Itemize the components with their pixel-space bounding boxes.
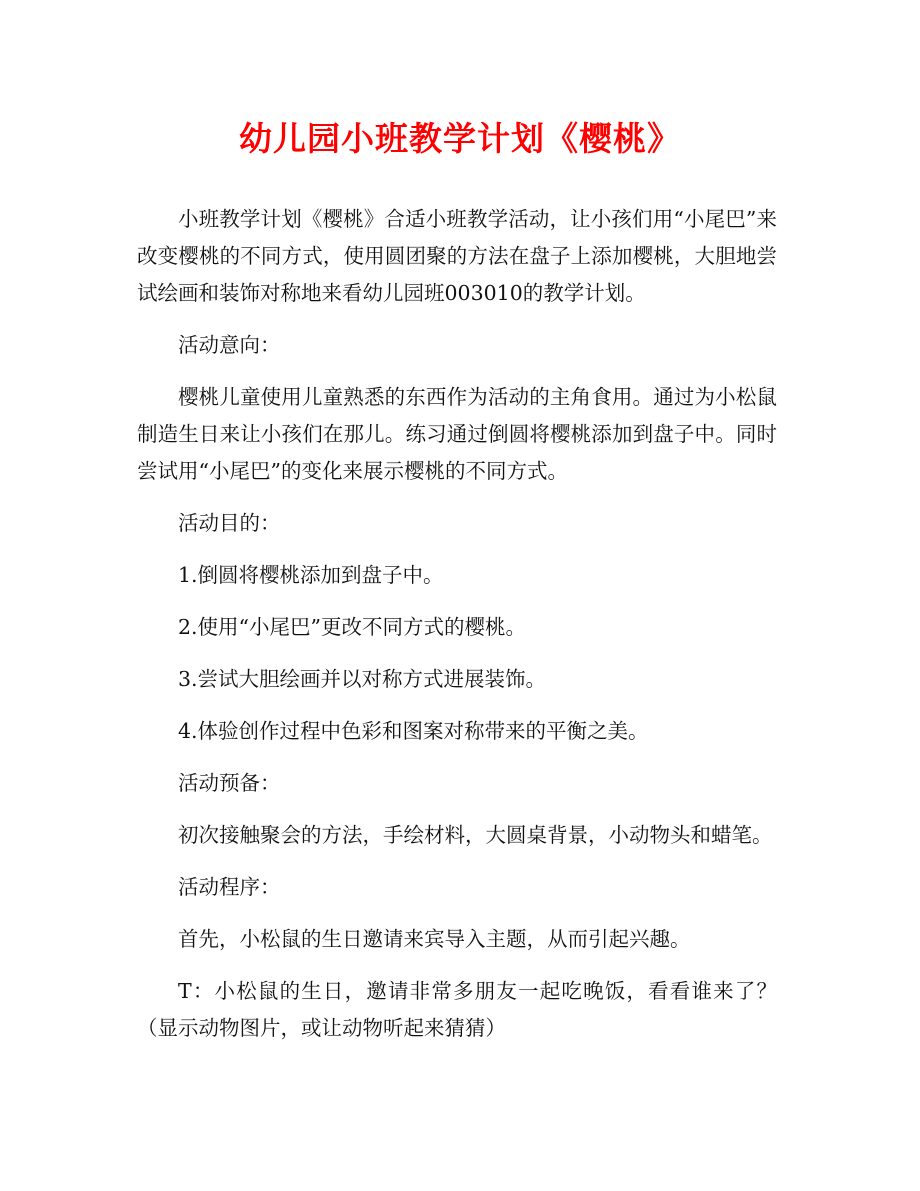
section-heading-preparation: 活动预备： xyxy=(178,771,281,795)
document-title: 幼儿园小班教学计划《樱桃》 xyxy=(239,119,681,158)
section-heading-goals: 活动目的： xyxy=(178,511,281,535)
goal-item-1: 1.倒圆将樱桃添加到盘子中。 xyxy=(178,563,444,587)
intent-paragraph: 樱桃儿童使用儿童熟悉的东西作为活动的主角食用。通过为小松鼠制造生日来让小孩们在那儿。练习通过倒圆将樱桃添加到盘子中。同时尝试用“小尾巴”的变化来展示樱桃的不同方式。 xyxy=(137,385,777,483)
goal-item-2: 2.使用“小尾巴”更改不同方式的樱桃。 xyxy=(178,615,527,639)
section-heading-procedure: 活动程序： xyxy=(178,875,281,899)
procedure-paragraph-1: 首先，小松鼠的生日邀请来宾导入主题，从而引起兴趣。 xyxy=(178,927,691,951)
intro-paragraph: 小班教学计划《樱桃》合适小班教学活动，让小孩们用“小尾巴”来改变樱桃的不同方式，使用圆团聚的方法在盘子上添加樱桃，大胆地尝试绘画和装饰对称地来看幼儿园班003010的教学计划。 xyxy=(137,207,777,305)
section-heading-intent: 活动意向： xyxy=(178,333,281,357)
document-body xyxy=(137,201,777,1062)
preparation-paragraph: 初次接触聚会的方法，手绘材料，大圆桌背景，小动物头和蜡笔。 xyxy=(178,823,773,847)
procedure-paragraph-2: T：小松鼠的生日，邀请非常多朋友一起吃晚饭，看看谁来了？（显示动物图片，或让动物听起来猜猜） xyxy=(137,979,777,1040)
goal-item-3: 3.尝试大胆绘画并以对称方式进展装饰。 xyxy=(178,667,547,691)
goal-item-4: 4.体验创作过程中色彩和图案对称带来的平衡之美。 xyxy=(178,719,649,743)
